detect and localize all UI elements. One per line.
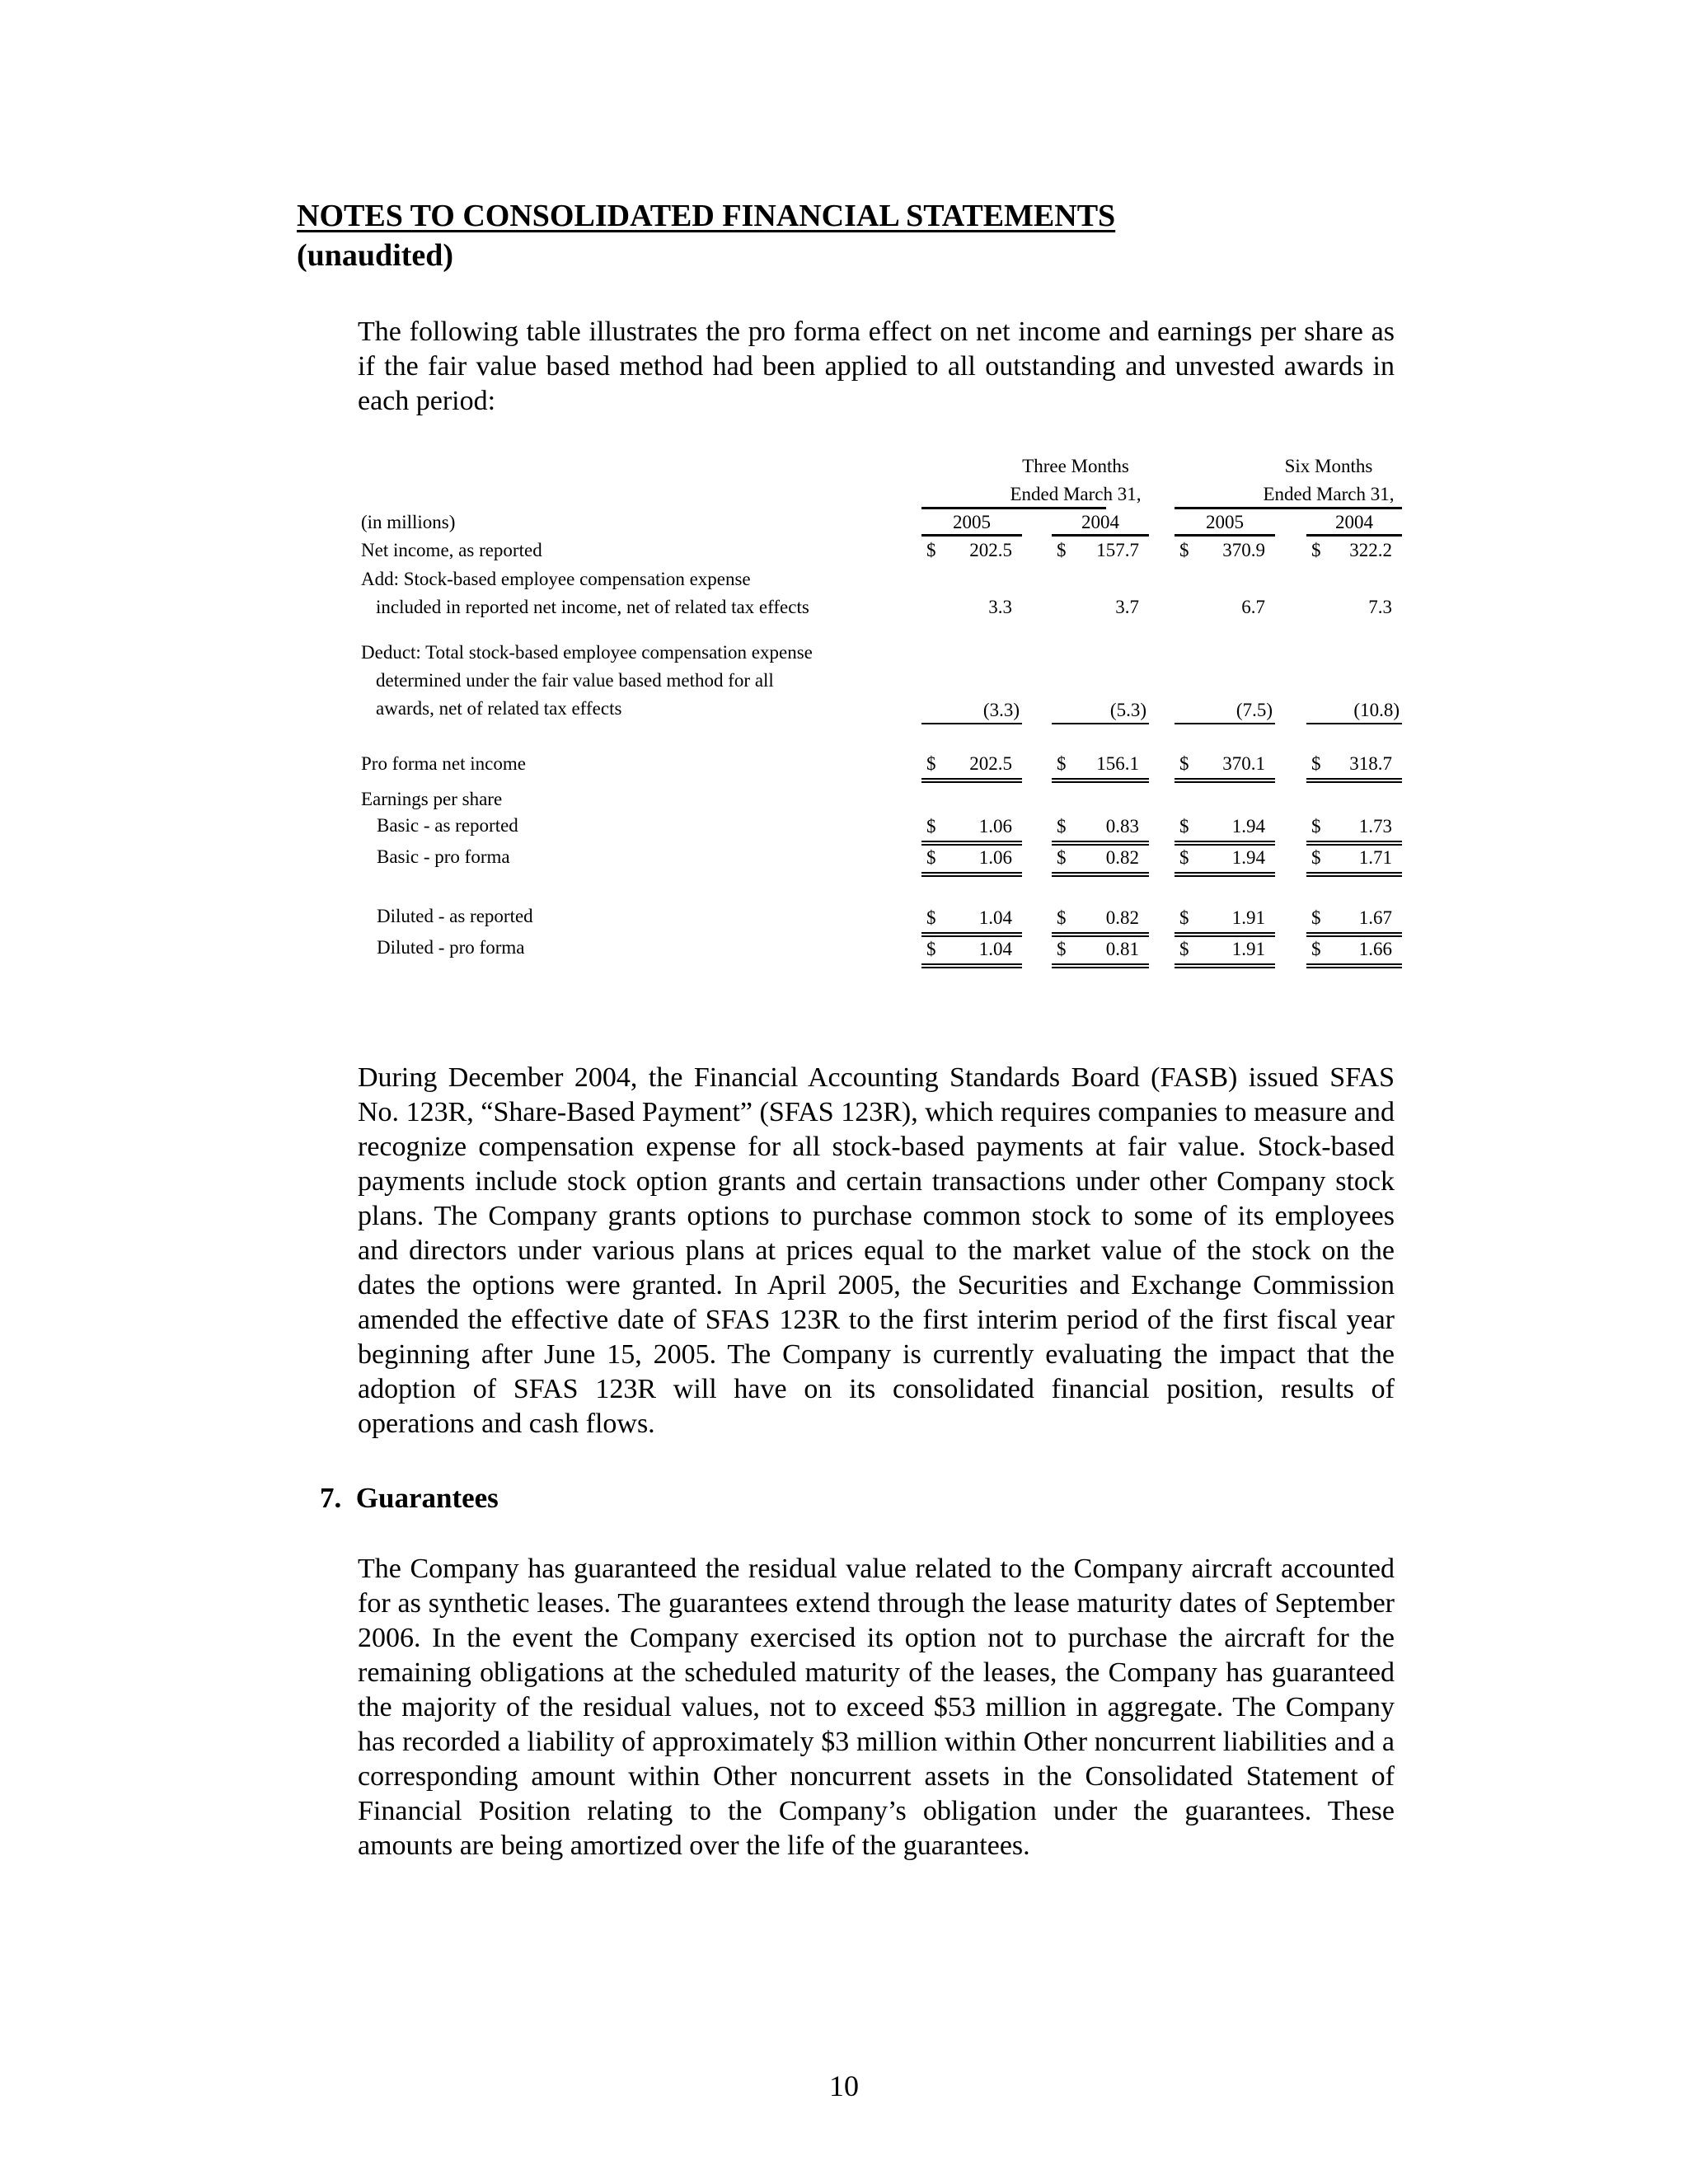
sfas-123r-paragraph: During December 2004, the Financial Accounting Standards Board (FASB) issued SFAS No. 123R, “Share-Based Payment” (SFAS 123R), which requires companies to measure and recognize compensation expense for all stock-based payments at fair value. Stock-based payments include stock option grants and certain transactions under other Company stock plans. The Company grants options to purchase common stock to some of its employees and directors under various plans at prices equal to the market value of the stock on the dates the options were granted. In April 2005, the Securities and Exchange Commission amended the effective date of SFAS 123R to the first interim period of the first fiscal year beginning after June 15, 2005. The Company is currently evaluating the impact that the adoption of SFAS 123R will have on its consolidated financial position, results of operations and cash flows. — [358, 1062, 1395, 1439]
diluted-pro-forma-cell — [1306, 939, 1402, 968]
basic-pro-forma-cell — [1052, 847, 1149, 877]
dollar-sign: $ — [1179, 847, 1189, 868]
cell-value: 0.83 — [1105, 816, 1139, 837]
net-income-cell — [921, 540, 1022, 565]
cell-value: (3.3) — [982, 700, 1020, 720]
cell-value: 157.7 — [1096, 540, 1139, 560]
diluted-reported-cell — [1052, 907, 1149, 937]
diluted-pro-forma-cell — [921, 939, 1022, 968]
dollar-sign: $ — [926, 816, 936, 837]
row-label-add-2: included in reported net income, net of related tax effects — [376, 597, 809, 617]
dollar-sign: $ — [1311, 939, 1321, 959]
dollar-sign: $ — [1311, 753, 1321, 774]
dollar-sign: $ — [926, 847, 936, 868]
dollar-sign: $ — [1311, 816, 1321, 837]
dollar-sign: $ — [926, 540, 936, 560]
cell-value: 1.91 — [1231, 907, 1265, 928]
dollar-sign: $ — [1057, 540, 1067, 560]
basic-pro-forma-cell — [921, 847, 1022, 877]
year-header-2005-six: 2005 — [1175, 512, 1275, 537]
units-label: (in millions) — [361, 512, 456, 532]
dollar-sign: $ — [1179, 753, 1189, 774]
cell-value: 1.94 — [1231, 816, 1265, 837]
cell-value: 370.1 — [1222, 753, 1265, 774]
dollar-sign: $ — [1311, 540, 1321, 560]
basic-pro-forma-cell — [1175, 847, 1275, 877]
section-heading-guarantees — [320, 1482, 499, 1515]
cell-value: 0.81 — [1105, 939, 1139, 959]
add-cell — [1052, 597, 1149, 621]
row-label-deduct-1: Deduct: Total stock-based employee compensation expense — [361, 642, 813, 663]
deduct-cell — [1306, 700, 1402, 724]
guarantees-paragraph: The Company has guaranteed the residual value related to the Company aircraft accounted for as synthetic leases. The guarantees extend through the lease maturity dates of September 2006. In the event the Company exercised its option not to purchase the aircraft for the remaining obligations at the scheduled maturity of the leases, the Company has guaranteed the majority of the residual values, not to exceed $53 million in aggregate. The Company has recorded a liability of approximately $3 million within Other noncurrent liabilities and a corresponding amount within Other noncurrent assets in the Consolidated Statement of Financial Position relating to the Company’s obligation under the guarantees. These amounts are being amortized over the life of the guarantees. — [358, 1554, 1395, 1861]
deduct-cell — [1175, 700, 1275, 724]
dollar-sign: $ — [1057, 753, 1067, 774]
diluted-reported-cell — [1306, 907, 1402, 937]
dollar-sign: $ — [1311, 847, 1321, 868]
cell-value: 1.73 — [1358, 816, 1392, 837]
row-label-basic-pro-forma: Basic - pro forma — [377, 846, 510, 867]
row-label-basic-reported: Basic - as reported — [377, 815, 518, 836]
page-title: NOTES TO CONSOLIDATED FINANCIAL STATEMENTS — [297, 199, 1116, 233]
group-underline-three-months — [921, 507, 1106, 509]
cell-value: 1.06 — [978, 847, 1012, 868]
group-header-three-months-2: Ended March 31, — [1010, 484, 1142, 504]
pro-forma-cell — [1175, 753, 1275, 783]
pro-forma-cell — [1306, 753, 1402, 783]
diluted-pro-forma-cell — [1175, 939, 1275, 968]
cell-value: 1.06 — [978, 816, 1012, 837]
cell-value: (10.8) — [1353, 700, 1400, 720]
add-cell — [921, 597, 1022, 621]
dollar-sign: $ — [1179, 540, 1189, 560]
basic-reported-cell — [1052, 816, 1149, 846]
add-cell — [1306, 597, 1402, 621]
pro-forma-cell — [921, 753, 1022, 783]
page-subtitle: (unaudited) — [297, 238, 454, 273]
net-income-cell — [1175, 540, 1275, 565]
cell-value: 3.3 — [988, 597, 1012, 617]
group-underline-six-months — [1175, 507, 1402, 509]
dollar-sign: $ — [1057, 816, 1067, 837]
cell-value: 202.5 — [969, 753, 1012, 774]
cell-value: 202.5 — [969, 540, 1012, 560]
cell-value: 0.82 — [1105, 907, 1139, 928]
cell-value: 322.2 — [1349, 540, 1392, 560]
dollar-sign: $ — [926, 753, 936, 774]
cell-value: 3.7 — [1115, 597, 1139, 617]
row-label-pro-forma: Pro forma net income — [361, 753, 526, 774]
dollar-sign: $ — [1179, 816, 1189, 837]
basic-reported-cell — [1175, 816, 1275, 846]
cell-value: (7.5) — [1236, 700, 1273, 720]
cell-value: 156.1 — [1096, 753, 1139, 774]
dollar-sign: $ — [1311, 907, 1321, 928]
row-label-add-1: Add: Stock-based employee compensation expense — [361, 569, 751, 589]
dollar-sign: $ — [1179, 907, 1189, 928]
diluted-pro-forma-cell — [1052, 939, 1149, 968]
net-income-cell — [1052, 540, 1149, 565]
cell-value: (5.3) — [1109, 700, 1146, 720]
year-header-2005-three: 2005 — [921, 512, 1022, 537]
cell-value: 7.3 — [1368, 597, 1392, 617]
cell-value: 1.66 — [1358, 939, 1392, 959]
intro-paragraph: The following table illustrates the pro forma effect on net income and earnings per share as if the fair value based method had been applied to all outstanding and unvested awards in each period: — [358, 316, 1395, 416]
page-number: 10 — [829, 2069, 859, 2102]
pro-forma-cell — [1052, 753, 1149, 783]
year-header-2004-six: 2004 — [1306, 512, 1402, 537]
cell-value: 0.82 — [1105, 847, 1139, 868]
basic-reported-cell — [1306, 816, 1402, 846]
cell-value: 6.7 — [1241, 597, 1265, 617]
row-label-deduct-3: awards, net of related tax effects — [376, 698, 622, 719]
cell-value: 370.9 — [1222, 540, 1265, 560]
section-number: 7. — [320, 1482, 342, 1514]
row-label-diluted-pro-forma: Diluted - pro forma — [377, 937, 525, 958]
net-income-cell — [1306, 540, 1402, 565]
row-label-net-income: Net income, as reported — [361, 540, 542, 560]
dollar-sign: $ — [926, 939, 936, 959]
row-label-eps: Earnings per share — [361, 789, 503, 809]
deduct-cell — [1052, 700, 1149, 724]
section-title: Guarantees — [355, 1482, 499, 1514]
basic-reported-cell — [921, 816, 1022, 846]
group-header-three-months-1: Three Months — [1022, 456, 1129, 476]
dollar-sign: $ — [926, 907, 936, 928]
diluted-reported-cell — [1175, 907, 1275, 937]
row-label-diluted-reported: Diluted - as reported — [377, 906, 533, 926]
diluted-reported-cell — [921, 907, 1022, 937]
dollar-sign: $ — [1057, 907, 1067, 928]
cell-value: 1.04 — [978, 907, 1012, 928]
cell-value: 1.04 — [978, 939, 1012, 959]
dollar-sign: $ — [1057, 939, 1067, 959]
cell-value: 1.91 — [1231, 939, 1265, 959]
year-header-2004-three: 2004 — [1052, 512, 1149, 537]
basic-pro-forma-cell — [1306, 847, 1402, 877]
cell-value: 1.71 — [1358, 847, 1392, 868]
deduct-cell — [921, 700, 1022, 724]
dollar-sign: $ — [1179, 939, 1189, 959]
cell-value: 318.7 — [1349, 753, 1392, 774]
cell-value: 1.94 — [1231, 847, 1265, 868]
group-header-six-months-1: Six Months — [1284, 456, 1373, 476]
dollar-sign: $ — [1057, 847, 1067, 868]
row-label-deduct-2: determined under the fair value based method for all — [376, 670, 774, 691]
cell-value: 1.67 — [1358, 907, 1392, 928]
add-cell — [1175, 597, 1275, 621]
group-header-six-months-2: Ended March 31, — [1263, 484, 1395, 504]
